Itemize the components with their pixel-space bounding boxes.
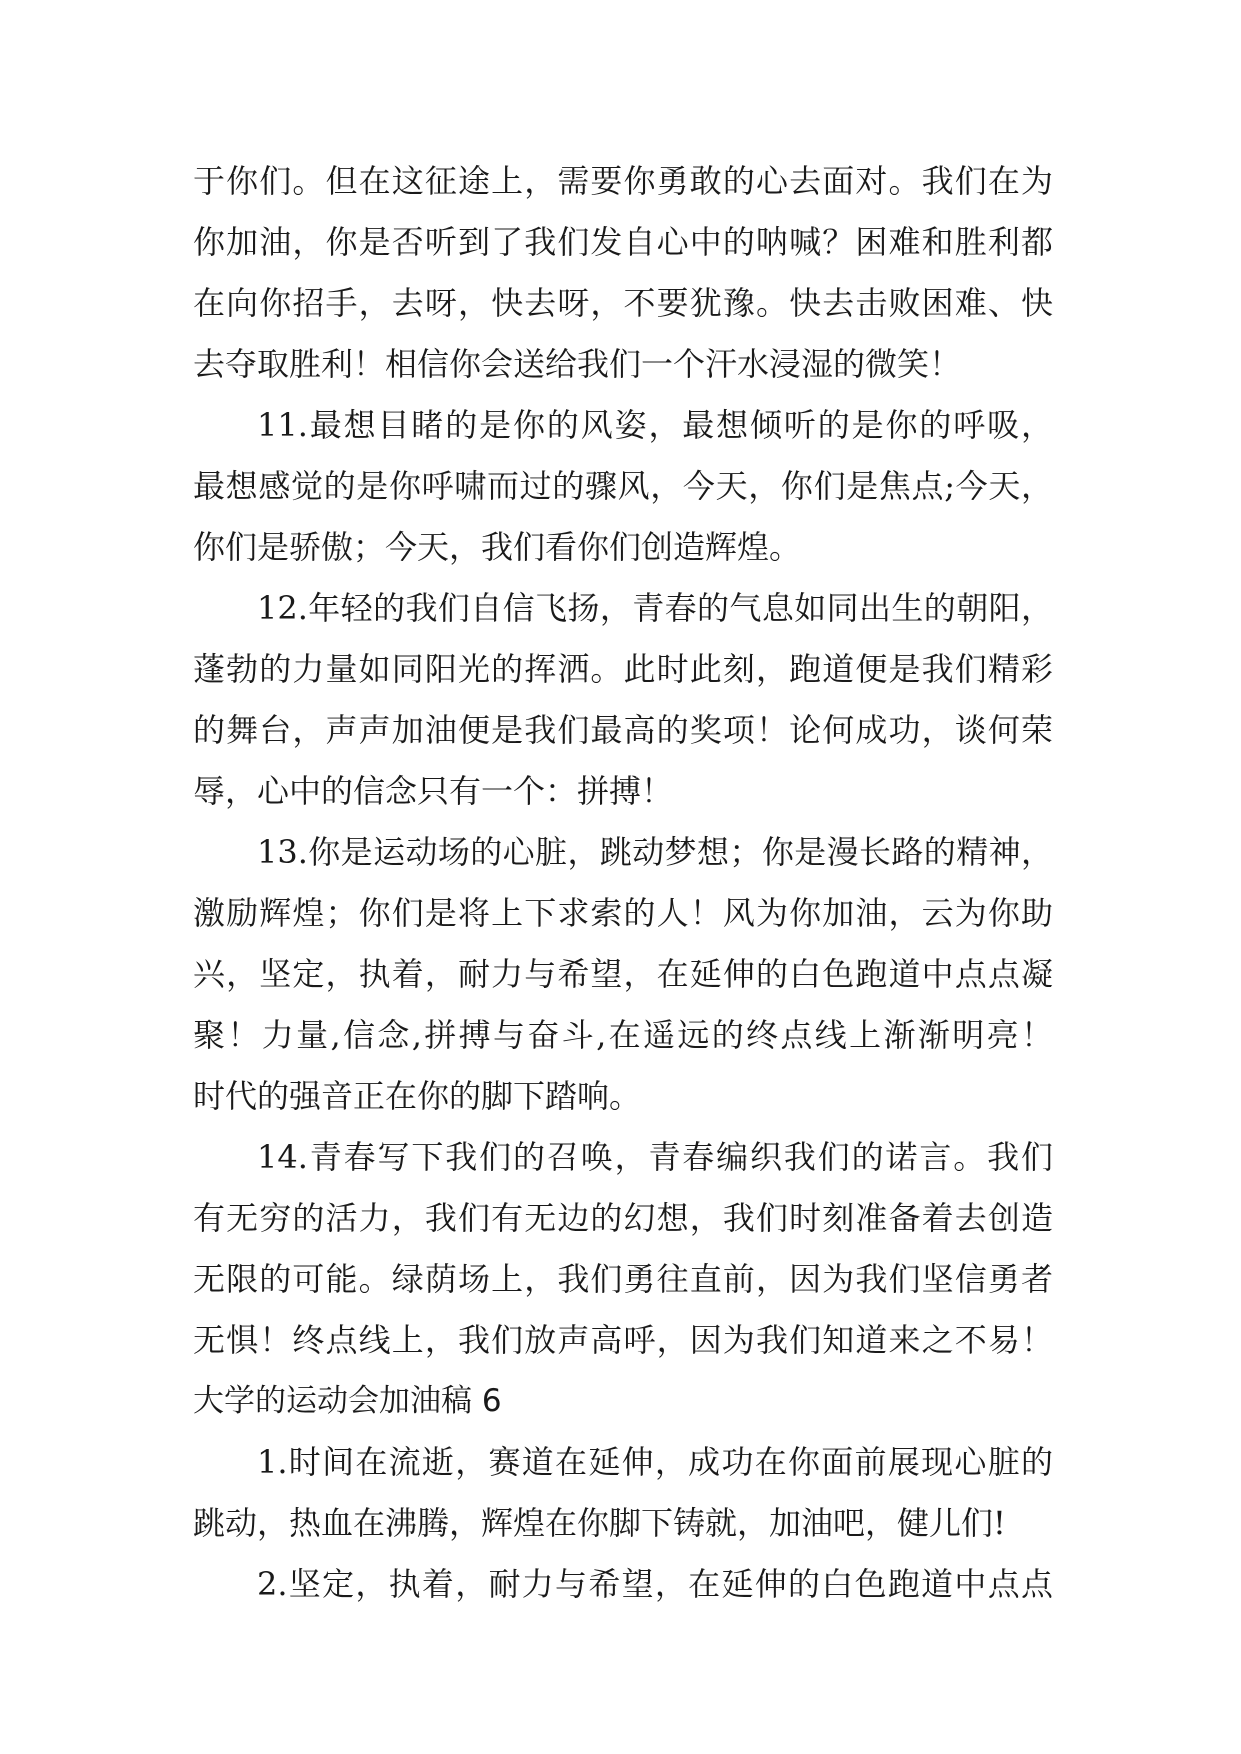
- text-line: 的舞台，声声加油便是我们最高的奖项！论何成功，谈何荣: [193, 711, 1053, 749]
- text-line: 在向你招手，去呀，快去呀，不要犹豫。快去击败困难、快: [193, 284, 1053, 322]
- text-line: 聚！力量,信念,拼搏与奋斗,在遥远的终点线上渐渐明亮！: [193, 1016, 1053, 1054]
- paragraph-first-line: 11.最想目睹的是你的风姿，最想倾听的是你的呼吸，: [257, 406, 1053, 444]
- text-line: 无惧！终点线上，我们放声高呼，因为我们知道来之不易！: [193, 1321, 1053, 1359]
- text-line: 兴，坚定，执着，耐力与希望，在延伸的白色跑道中点点凝: [193, 955, 1053, 993]
- text-line: 于你们。但在这征途上，需要你勇敢的心去面对。我们在为: [193, 162, 1053, 200]
- text-line: 有无穷的活力，我们有无边的幻想，我们时刻准备着去创造: [193, 1199, 1053, 1237]
- text-line: 你加油，你是否听到了我们发自心中的呐喊？困难和胜利都: [193, 223, 1053, 261]
- text-line: 无限的可能。绿荫场上，我们勇往直前，因为我们坚信勇者: [193, 1260, 1053, 1298]
- paragraph-first-line: 1.时间在流逝，赛道在延伸，成功在你面前展现心脏的: [257, 1443, 1053, 1481]
- text-line: 激励辉煌；你们是将上下求索的人！风为你加油，云为你助: [193, 894, 1053, 932]
- text-line: 蓬勃的力量如同阳光的挥洒。此时此刻，跑道便是我们精彩: [193, 650, 1053, 688]
- paragraph-first-line: 2.坚定，执着，耐力与希望，在延伸的白色跑道中点点: [257, 1565, 1053, 1603]
- section-heading: 大学的运动会加油稿 6: [193, 1383, 502, 1419]
- text-line: 时代的强音正在你的脚下踏响。: [193, 1077, 642, 1115]
- text-line: 去夺取胜利！相信你会送给我们一个汗水浸湿的微笑！: [193, 345, 962, 383]
- paragraph-first-line: 13.你是运动场的心脏，跳动梦想；你是漫长路的精神，: [257, 833, 1053, 871]
- text-line: 最想感觉的是你呼啸而过的骤风，今天，你们是焦点;今天，: [193, 467, 1053, 505]
- text-line: 跳动，热血在沸腾，辉煌在你脚下铸就，加油吧，健儿们!: [193, 1504, 1006, 1542]
- paragraph-first-line: 14.青春写下我们的召唤，青春编织我们的诺言。我们: [257, 1138, 1053, 1176]
- paragraph-first-line: 12.年轻的我们自信飞扬，青春的气息如同出生的朝阳，: [257, 589, 1053, 627]
- text-line: 你们是骄傲；今天，我们看你们创造辉煌。: [193, 528, 802, 566]
- text-line: 辱，心中的信念只有一个：拼搏！: [193, 772, 674, 810]
